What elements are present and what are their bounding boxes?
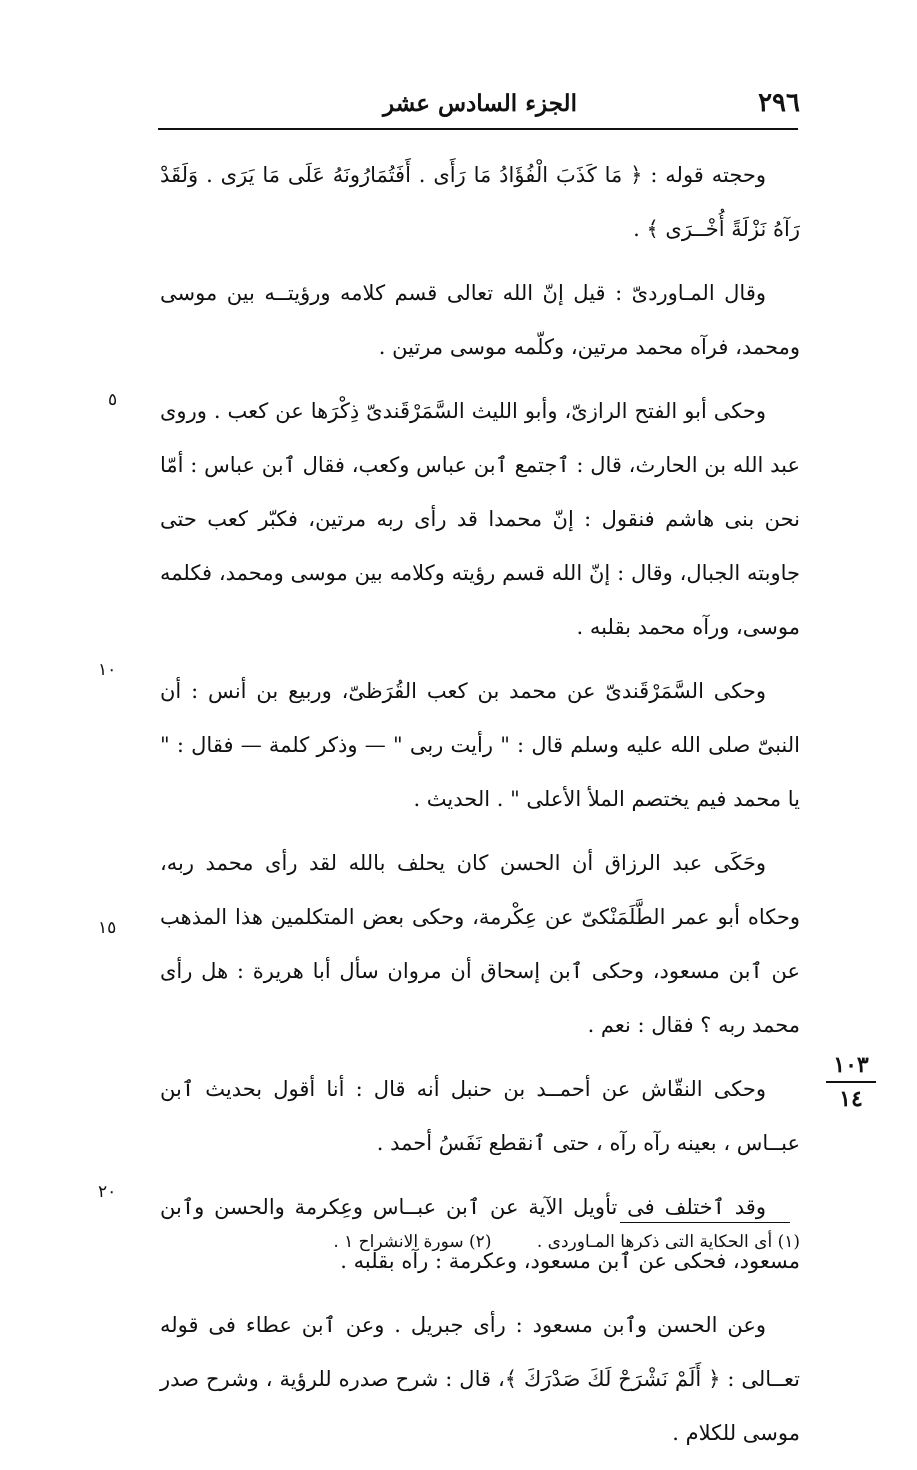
margin-reference-top: ١٠٣	[833, 1052, 869, 1078]
footnote-1: (١) أى الحكاية التى ذكرها المـاوردى .	[536, 1232, 800, 1252]
paragraph: وحَكَى عبد الرزاق أن الحسن كان يحلف بالله لقد رأى محمد ربه، وحكاه أبو عمر الطَّلَمَنْكىّ عن عِكْرمة، وحكى بعض المتكلمين هذا المذهب عن ٱبن مسعود، وحكى ٱبن إسحاق أن مروان سأل أبا هريرة : هل رأى محمد ربه ؟ فقال : نعم .	[160, 851, 800, 1037]
footnotes	[280, 1232, 800, 1252]
body-text	[160, 148, 800, 1470]
line-number-5: ٥	[108, 390, 118, 410]
footnote-rule	[620, 1222, 790, 1223]
footnote-2: (٢) سورة الانشراح ١ .	[333, 1232, 492, 1252]
line-number-20: ٢٠	[98, 1182, 117, 1202]
paragraph: وحجته قوله : ﴿ مَا كَذَبَ الْفُؤَادُ مَا رَأَى . أَفَتُمَارُونَهُ عَلَى مَا يَرَى . وَلَقَدْ رَآهُ نَزْلَةً أُخْــرَى ﴾ .	[160, 163, 800, 241]
paragraph: وحكى السَّمَرْقَندىّ عن محمد بن كعب القُرَظىّ، وربيع بن أنس : أن النبىّ صلى الله عليه وسلم قال : " رأيت ربى " — وذكر كلمة — فقال : " يا محمد فيم يختصم الملأ الأعلى " . الحديث .	[160, 679, 800, 811]
line-number-15: ١٥	[98, 918, 117, 938]
fraction-line	[826, 1081, 876, 1083]
paragraph: وحكى النقّاش عن أحمــد بن حنبل أنه قال : أنا أقول بحديث ٱبن عبــاس ، بعينه رآه رآه ، حتى ٱنقطع نَفَسُ أحمد .	[160, 1077, 800, 1155]
page-header	[160, 88, 800, 124]
paragraph: وقد ٱختلف فى تأويل الآية عن ٱبن عبــاس وعِكرمة والحسن وٱبن مسعود، فحكى عن ٱبن مسعود، وعكرمة : رآه بقلبه .	[160, 1195, 800, 1273]
header-rule	[158, 128, 798, 130]
margin-reference-bottom: ١٤	[839, 1086, 863, 1112]
line-number-10: ١٠	[98, 660, 117, 680]
margin-page-reference	[826, 1052, 876, 1112]
page-number: ٢٩٦	[758, 88, 800, 118]
paragraph: وقال المـاوردىّ : قيل إنّ الله تعالى قسم كلامه ورؤيتــه بين موسى ومحمد، فرآه محمد مرتين، وكلّمه موسى مرتين .	[160, 281, 800, 359]
running-title: الجزء السادس عشر	[383, 90, 577, 117]
paragraph: وحكى أبو الفتح الرازىّ، وأبو الليث السَّمَرْقَندىّ ذِكْرَها عن كعب . وروى عبد الله بن الحارث، قال : ٱجتمع ٱبن عباس وكعب، فقال ٱبن عباس : أمّا نحن بنى هاشم فنقول : إنّ محمدا قد رأى ربه مرتين، فكبّر كعب حتى جاوبته الجبال، وقال : إنّ الله قسم رؤيته وكلامه بين موسى ومحمد، فكلمه موسى، ورآه محمد بقلبه .	[160, 399, 800, 639]
paragraph: وعن الحسن وٱبن مسعود : رأى جبريل . وعن ٱبن عطاء فى قوله تعــالى : ﴿ أَلَمْ نَشْرَحْ لَكَ صَدْرَكَ ﴾، قال : شرح صدره للرؤية ، وشرح صدر موسى للكلام .	[160, 1313, 800, 1445]
